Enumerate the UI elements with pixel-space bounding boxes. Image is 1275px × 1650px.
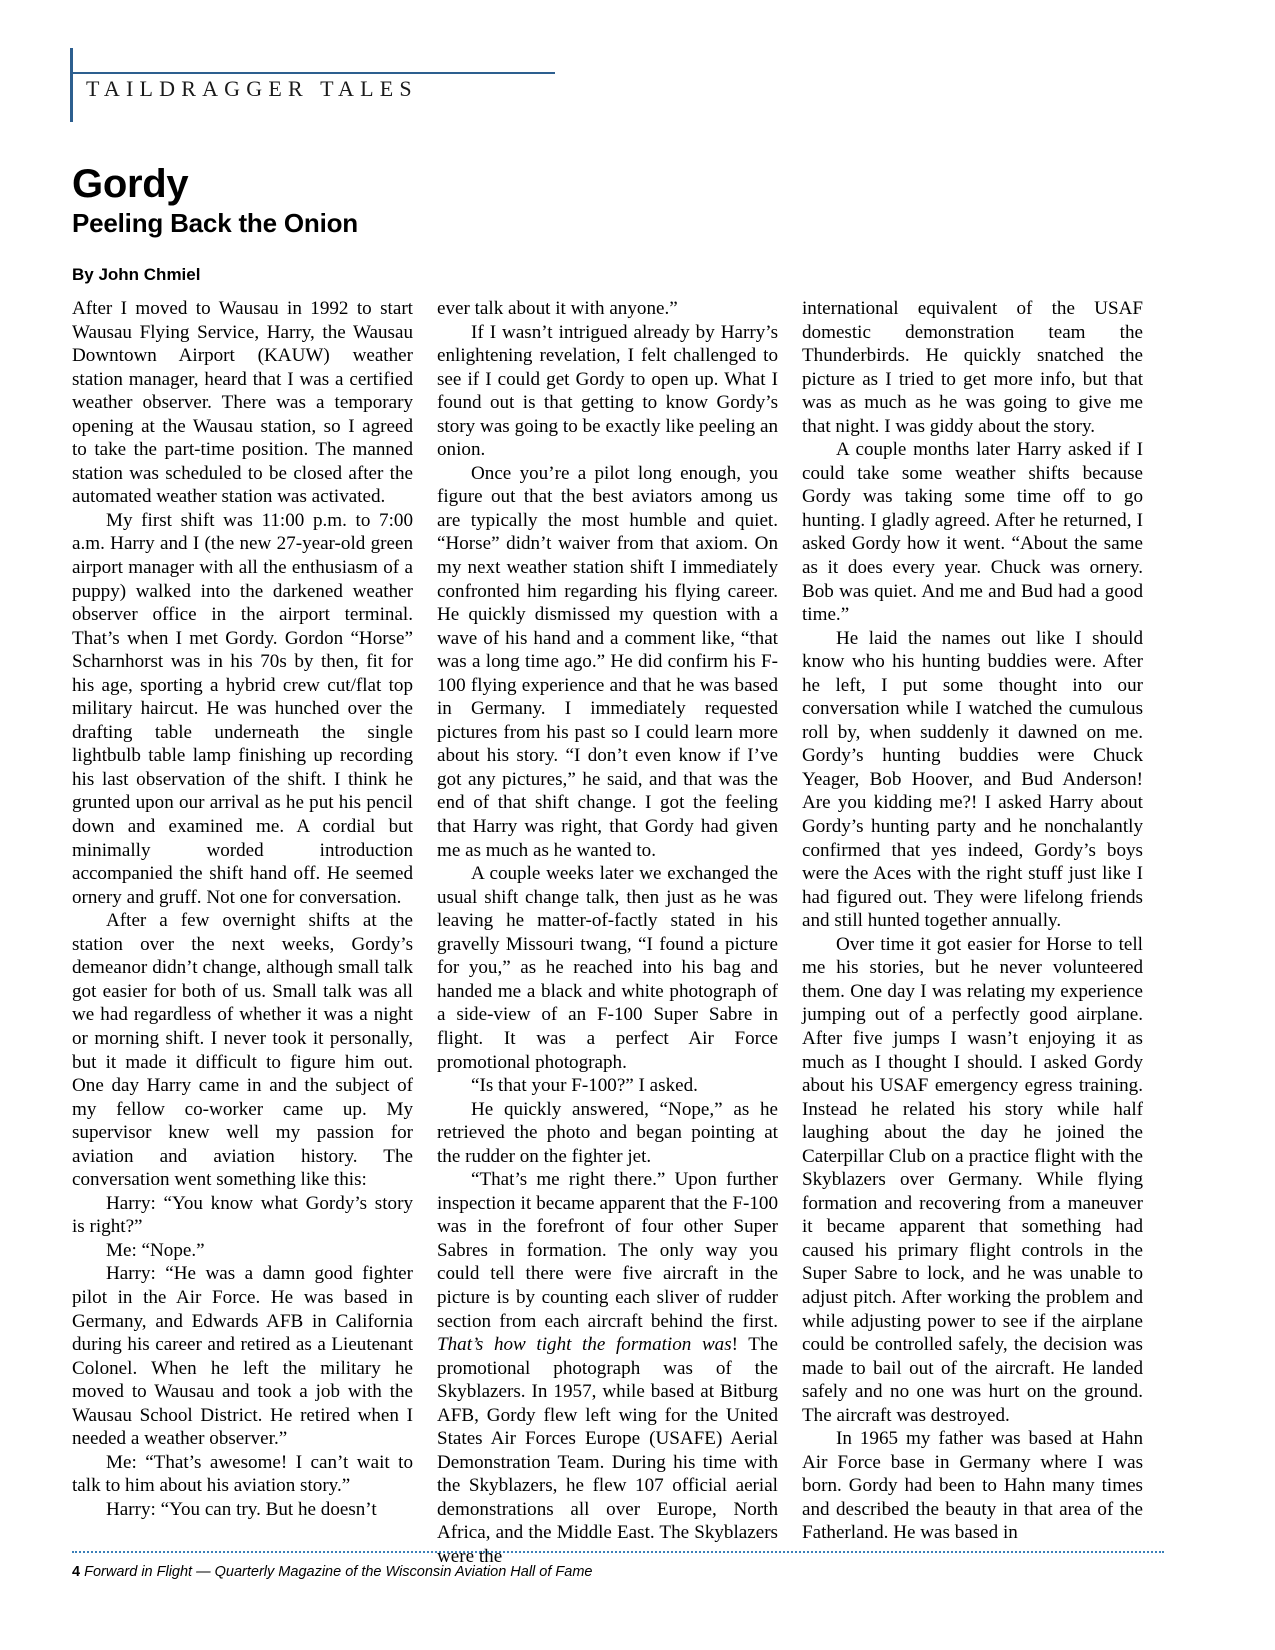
text-column-2: [437, 297, 778, 1567]
emphasized-phrase: That’s how tight the formation was: [437, 1334, 732, 1356]
section-kicker: [70, 48, 1160, 138]
paragraph: Over time it got easier for Horse to tell me his stories, but he never volunteered them. One day I was relating my experience jumping out of a perfectly good airplane. After five jumps I wasn’t enjoying it as much as I thought I should. I asked Gordy about his USAF emergency egress training. Instead he related his story while half laughing about the day he joined the Caterpillar Club on a practice flight with the Skyblazers over Germany. While flying formation and recovering from a maneuver it became apparent that something had caused his primary flight controls in the Super Sabre to lock, and he was unable to adjust pitch. After working the problem and while adjusting power to see if the airplane could be controlled safely, the decision was made to bail out of the aircraft. He landed safely and no one was hurt on the ground. The aircraft was destroyed.: [802, 933, 1143, 1426]
text-column-3: [802, 297, 1143, 1544]
kicker-vertical-rule: [70, 48, 73, 122]
paragraph: In 1965 my father was based at Hahn Air Force base in Germany where I was born. Gordy had been to Hahn many times and described the beauty in that area of the Fatherland. He was based in: [802, 1428, 1143, 1544]
paragraph: He quickly answered, “Nope,” as he retrieved the photo and began pointing at the rudder on the fighter jet.: [437, 1098, 778, 1167]
paragraph: Harry: “You know what Gordy’s story is right?”: [72, 1192, 413, 1238]
paragraph: After a few overnight shifts at the station over the next weeks, Gordy’s demeanor didn’t change, although small talk got easier for both of us. Small talk was all we had regardless of whether it was a night or morning shift. I never took it personally, but it made it difficult to figure him out. One day Harry came in and the subject of my fellow co-worker came up. My supervisor knew well my passion for aviation and aviation history. The conversation went something like this:: [72, 910, 413, 1191]
page-title: Gordy: [72, 162, 189, 206]
paragraph: Harry: “You can try. But he doesn’t: [106, 1498, 377, 1520]
article-body: [72, 297, 1162, 1567]
page-number: 4: [72, 1564, 81, 1580]
paragraph: “Is that your F-100?” I asked.: [471, 1075, 698, 1097]
paragraph-with-emphasis: [437, 1168, 778, 1568]
paragraph: After I moved to Wausau in 1992 to start Wausau Flying Service, Harry, the Wausau Downtown Airport (KAUW) weather station manager, heard that I was a certified weather observer. There was a temporary opening at the Wausau station, so I agreed to take the part-time position. The manned station was scheduled to be closed after the automated weather station was activated.: [72, 298, 413, 508]
paragraph: If I wasn’t intrigued already by Harry’s enlightening revelation, I felt challenged to see if I could get Gordy to open up. What I found out is that getting to know Gordy’s story was going to be exactly like peeling an onion.: [437, 321, 778, 461]
footer: [72, 1564, 593, 1580]
kicker-horizontal-rule: [70, 72, 555, 74]
paragraph-text-after: ! The promotional photograph was of the Skyblazers. In 1957, while based at Bitburg AFB, Gordy flew left wing for the United States Air Forces Europe (USAFE) Aerial Demonstration Team. During his time with the Skyblazers, he flew 107 official aerial demonstrations all over Europe, North Africa, and the Middle East. The Skyblazers were the: [437, 1334, 778, 1567]
footer-divider: [72, 1551, 1164, 1553]
paragraph-text-before: “That’s me right there.” Upon further inspection it became apparent that the F-100 was in the forefront of four other Super Sabres in formation. The only way you could tell there were five aircraft in the picture is by counting each sliver of rudder section from each aircraft behind the first.: [437, 1169, 778, 1332]
paragraph-continued: international equivalent of the USAF domestic demonstration team the Thunderbirds. He quickly snatched the picture as I tried to get more info, but that was as much as he was going to give me that night. I was giddy about the story.: [802, 298, 1143, 437]
paragraph: My first shift was 11:00 p.m. to 7:00 a.m. Harry and I (the new 27-year-old green airport manager with all the enthusiasm of a puppy) walked into the darkened weather observer office in the airport terminal. That’s when I met Gordy. Gordon “Horse” Scharnhorst was in his 70s by then, fit for his age, sporting a hybrid crew cut/flat top military haircut. He was hunched over the drafting table underneath the single lightbulb table lamp finishing up recording his last observation of the shift. I think he grunted upon our arrival as he put his pencil down and examined me. A cordial but minimally worded introduction accompanied the shift hand off. He seemed ornery and gruff. Not one for conversation.: [72, 509, 413, 908]
text-column-1: [72, 297, 413, 1520]
paragraph: He laid the names out like I should know who his hunting buddies were. After he left, I put some thought into our conversation while I watched the cumulous roll by, when suddenly it dawned on me. Gordy’s hunting buddies were Chuck Yeager, Bob Hoover, and Bud Anderson! Are you kidding me?! I asked Harry about Gordy’s hunting party and he nonchalantly confirmed that yes indeed, Gordy’s boys were the Aces with the right stuff just like I had figured out. They were lifelong friends and still hunted together annually.: [802, 627, 1143, 932]
paragraph: Me: “That’s awesome! I can’t wait to talk to him about his aviation story.”: [72, 1451, 413, 1497]
paragraph-continued: ever talk about it with anyone.”: [437, 298, 678, 319]
publication-name: Forward in Flight — Quarterly Magazine of the Wisconsin Aviation Hall of Fame: [84, 1564, 593, 1580]
paragraph: Harry: “He was a damn good fighter pilot in the Air Force. He was based in Germany, and Edwards AFB in California during his career and retired as a Lieutenant Colonel. When he left the military he moved to Wausau and took a job with the Wausau School District. He retired when I needed a weather observer.”: [72, 1263, 413, 1450]
paragraph: Once you’re a pilot long enough, you figure out that the best aviators among us are typically the most humble and quiet. “Horse” didn’t waiver from that axiom. On my next weather station shift I immediately confronted him regarding his flying career. He quickly dismissed my question with a wave of his hand and a comment like, “that was a long time ago.” He did confirm his F-100 flying experience and that he was based in Germany. I immediately requested pictures from his past so I could learn more about his story. “I don’t even know if I’ve got any pictures,” he said, and that was the end of that shift change. I got the feeling that Harry was right, that Gordy had given me as much as he wanted to.: [437, 462, 778, 861]
paragraph: A couple weeks later we exchanged the usual shift change talk, then just as he was leaving he matter-of-factly stated in his gravelly Missouri twang, “I found a picture for you,” as he reached into his bag and handed me a black and white photograph of a side-view of an F-100 Super Sabre in flight. It was a perfect Air Force promotional photograph.: [437, 863, 778, 1073]
paragraph: A couple months later Harry asked if I could take some weather shifts because Gordy was taking some time off to go hunting. I gladly agreed. After he returned, I asked Gordy how it went. “About the same as it does every year. Chuck was ornery. Bob was quiet. And me and Bud had a good time.”: [802, 439, 1143, 626]
byline: By John Chmiel: [72, 265, 201, 284]
kicker-label: TAILDRAGGER TALES: [86, 76, 418, 101]
paragraph: Me: “Nope.”: [106, 1239, 205, 1261]
page-subtitle: Peeling Back the Onion: [72, 208, 358, 238]
